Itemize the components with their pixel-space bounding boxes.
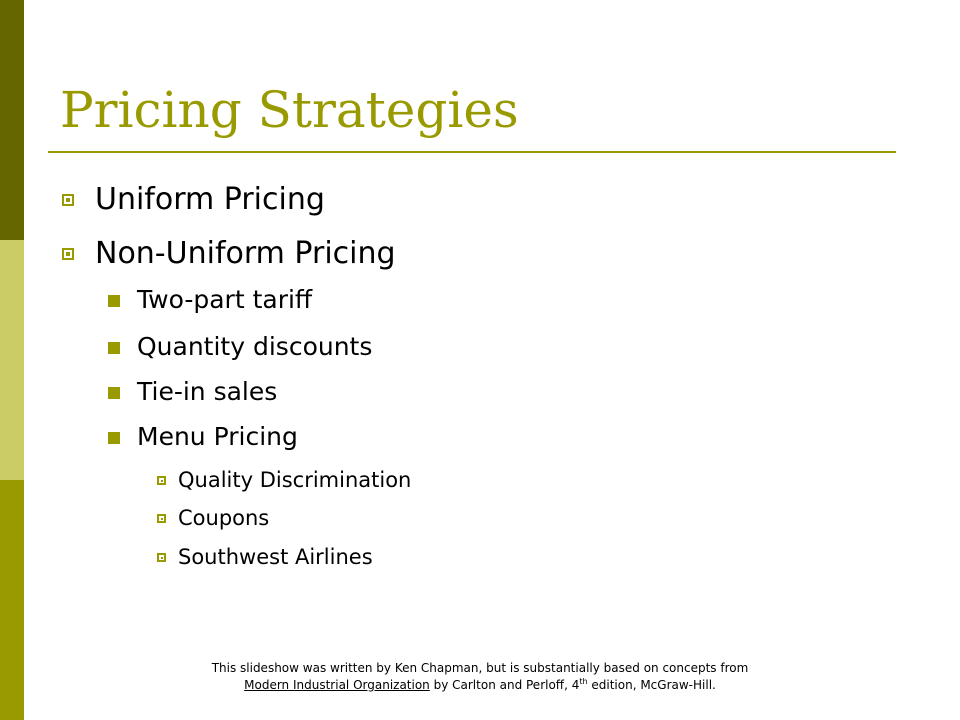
sidebar-segment-light [0, 240, 24, 480]
attribution-footer [0, 660, 960, 694]
bullet-text: Uniform Pricing [95, 182, 325, 217]
bullet-text: Two-part tariff [137, 285, 313, 314]
filled-square-bullet-icon [108, 342, 120, 354]
hollow-square-bullet-icon [157, 553, 166, 562]
footer-edition-text: edition, McGraw-Hill. [587, 678, 716, 692]
filled-square-bullet-icon [108, 432, 120, 444]
slide-title: Pricing Strategies [60, 81, 519, 139]
ordinal-superscript: th [579, 677, 588, 686]
hollow-square-bullet-icon [62, 248, 74, 260]
bullet-text: Menu Pricing [137, 422, 298, 451]
filled-square-bullet-icon [108, 387, 120, 399]
bullet-text: Tie-in sales [137, 377, 278, 406]
sidebar-segment-dark [0, 0, 24, 240]
footer-line-1: This slideshow was written by Ken Chapman, but is substantially based on concepts from [211, 661, 749, 675]
bullet-text: Southwest Airlines [178, 545, 373, 569]
bullet-text: Quantity discounts [137, 332, 373, 361]
footer-line-2 [0, 677, 960, 694]
footer-authors-text: by Carlton and Perloff, 4 [429, 678, 580, 692]
book-title-link: Modern Industrial Organization [244, 678, 430, 692]
hollow-square-bullet-icon [157, 514, 166, 523]
bullet-text: Coupons [178, 506, 270, 530]
title-underline-rule [48, 151, 896, 153]
hollow-square-bullet-icon [157, 476, 166, 485]
sidebar-color-bar [0, 0, 24, 720]
filled-square-bullet-icon [108, 295, 120, 307]
bullet-text: Non-Uniform Pricing [95, 236, 396, 271]
hollow-square-bullet-icon [62, 194, 74, 206]
bullet-text: Quality Discrimination [178, 468, 412, 492]
